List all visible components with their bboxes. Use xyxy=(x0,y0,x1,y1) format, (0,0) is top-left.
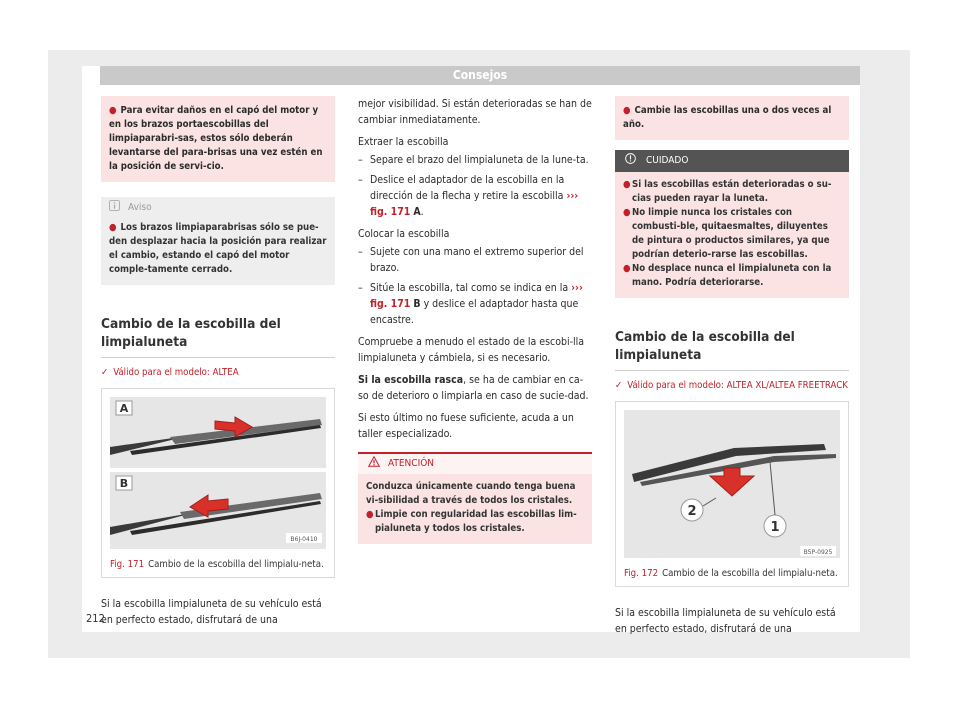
body-paragraph: mejor visibilidad. Si están deterioradas se han de cambiar inmediatamente. xyxy=(358,98,592,126)
checkmark-icon: ✓ xyxy=(615,380,623,391)
cuidado-title: CUIDADO xyxy=(646,155,689,166)
figure-caption xyxy=(110,558,326,571)
atencion-header xyxy=(358,454,592,474)
figure-caption-text: Cambio de la escobilla del limpialu-neta. xyxy=(662,568,838,579)
column-2 xyxy=(358,96,592,544)
cuidado-header xyxy=(615,150,849,172)
aviso-box xyxy=(101,197,335,285)
tip-box xyxy=(615,96,849,140)
body-paragraph: Si la escobilla rasca, se ha de cambiar en ca-so de deterioro o limpiarla en caso de sucie-dad. xyxy=(358,374,589,402)
callout-1: 1 xyxy=(770,520,780,535)
model-validity-text: Válido para el modelo: ALTEA XL/ALTEA FREETRACK xyxy=(627,380,848,391)
place-steps xyxy=(358,244,592,328)
figure-number: Fig. 171 xyxy=(110,559,145,570)
column-1 xyxy=(101,96,335,628)
bullet-icon: ● xyxy=(366,509,374,520)
list-item: – Separe el brazo del limpialuneta de la lune-ta. xyxy=(358,152,592,168)
figure-172 xyxy=(615,401,849,587)
model-validity xyxy=(101,366,335,380)
bullet-icon: ● xyxy=(109,105,117,116)
page-header: Consejos xyxy=(100,66,860,85)
body-paragraph: Si esto último no fuese suficiente, acuda a un taller especializado. xyxy=(358,412,574,440)
exclamation-circle-icon xyxy=(625,153,636,164)
cuidado-box xyxy=(615,150,849,298)
subheading-place: Colocar la escobilla xyxy=(358,228,450,240)
extract-steps xyxy=(358,152,592,220)
figure-link[interactable]: ››› fig. 171 xyxy=(370,190,579,218)
bullet-icon: ● xyxy=(109,222,117,233)
wiper-blade-illustration xyxy=(110,397,326,549)
aviso-title: Aviso xyxy=(128,202,152,213)
label-b: B xyxy=(119,477,129,490)
callout-2: 2 xyxy=(687,504,697,519)
section-title: Cambio de la escobilla del limpialuneta xyxy=(101,315,335,358)
figure-link[interactable]: ››› fig. 171 xyxy=(370,282,583,310)
warning-note-box xyxy=(101,96,335,182)
list-item: – Sitúe la escobilla, tal como se indica en la ››› fig. 171 B y deslice el adaptador hasta que encastre. xyxy=(358,280,592,328)
cuidado-body xyxy=(615,172,849,298)
cuidado-item: ● No desplace nunca el limpialuneta con la mano. Podría deteriorarse. xyxy=(623,263,832,288)
label-a: A xyxy=(119,402,129,415)
cuidado-item: ● No limpie nunca los cristales con combusti-ble, quitaesmaltes, diluyentes de pintura o productos similares, ya que podrían deterio-rarse las escobillas. xyxy=(623,207,830,260)
figure-171 xyxy=(101,388,335,578)
info-icon xyxy=(109,200,120,211)
atencion-text: Conduzca únicamente cuando tenga buena vi-sibilidad a través de todos los cristales. xyxy=(366,481,576,506)
tip-text: Cambie las escobillas una o dos veces al año. xyxy=(623,105,832,130)
model-validity xyxy=(615,379,849,393)
warning-note-text: Para evitar daños en el capó del motor y en los brazos portaescobillas del limpiaparabri-sas, estos sólo deberán levantarse del para-brisas una vez estén en la posición de servi-cio. xyxy=(109,105,323,172)
atencion-bullet: ● Limpie con regularidad las escobillas lim-pialuneta y todos los cristales. xyxy=(366,509,577,534)
aviso-header xyxy=(101,197,335,219)
figure-code: B6J-0410 xyxy=(290,536,318,543)
atencion-box xyxy=(358,452,592,544)
body-paragraph: Compruebe a menudo el estado de la escobi-lla limpialuneta y cámbiela, si es necesario. xyxy=(358,336,585,364)
atencion-body xyxy=(358,474,592,544)
atencion-title: ATENCIÓN xyxy=(388,458,435,469)
figure-caption-text: Cambio de la escobilla del limpialu-neta. xyxy=(148,559,324,570)
list-item: – Deslice el adaptador de la escobilla en la dirección de la flecha y retire la escobilla ››› fig. 171 A. xyxy=(358,172,592,220)
list-item: – Sujete con una mano el extremo superior del brazo. xyxy=(358,244,592,276)
aviso-body xyxy=(101,219,335,285)
section-title: Cambio de la escobilla del limpialuneta xyxy=(615,328,849,371)
cuidado-item: ● Si las escobillas están deterioradas o su-cias pueden rayar la luneta. xyxy=(623,179,832,204)
rear-wiper-illustration xyxy=(624,410,840,558)
figure-number: Fig. 172 xyxy=(624,568,659,579)
checkmark-icon: ✓ xyxy=(101,367,109,378)
figure-code: B5P-0925 xyxy=(803,549,833,556)
warning-triangle-icon xyxy=(368,456,380,467)
page-number: 212 xyxy=(86,612,105,625)
bullet-icon: ● xyxy=(623,105,631,116)
figure-caption xyxy=(624,567,840,580)
model-validity-text: Válido para el modelo: ALTEA xyxy=(113,367,239,378)
aviso-text: Los brazos limpiaparabrisas sólo se pue-den desplazar hacia la posición para realizar el cambio, estando el capó del motor comple-tamente cerrado. xyxy=(109,222,327,275)
column-3 xyxy=(615,96,849,637)
body-paragraph: Si la escobilla limpialuneta de su vehículo está en perfecto estado, disfrutará de una xyxy=(101,598,322,626)
subheading-extract: Extraer la escobilla xyxy=(358,136,449,148)
body-paragraph: Si la escobilla limpialuneta de su vehículo está en perfecto estado, disfrutará de una xyxy=(615,607,836,635)
